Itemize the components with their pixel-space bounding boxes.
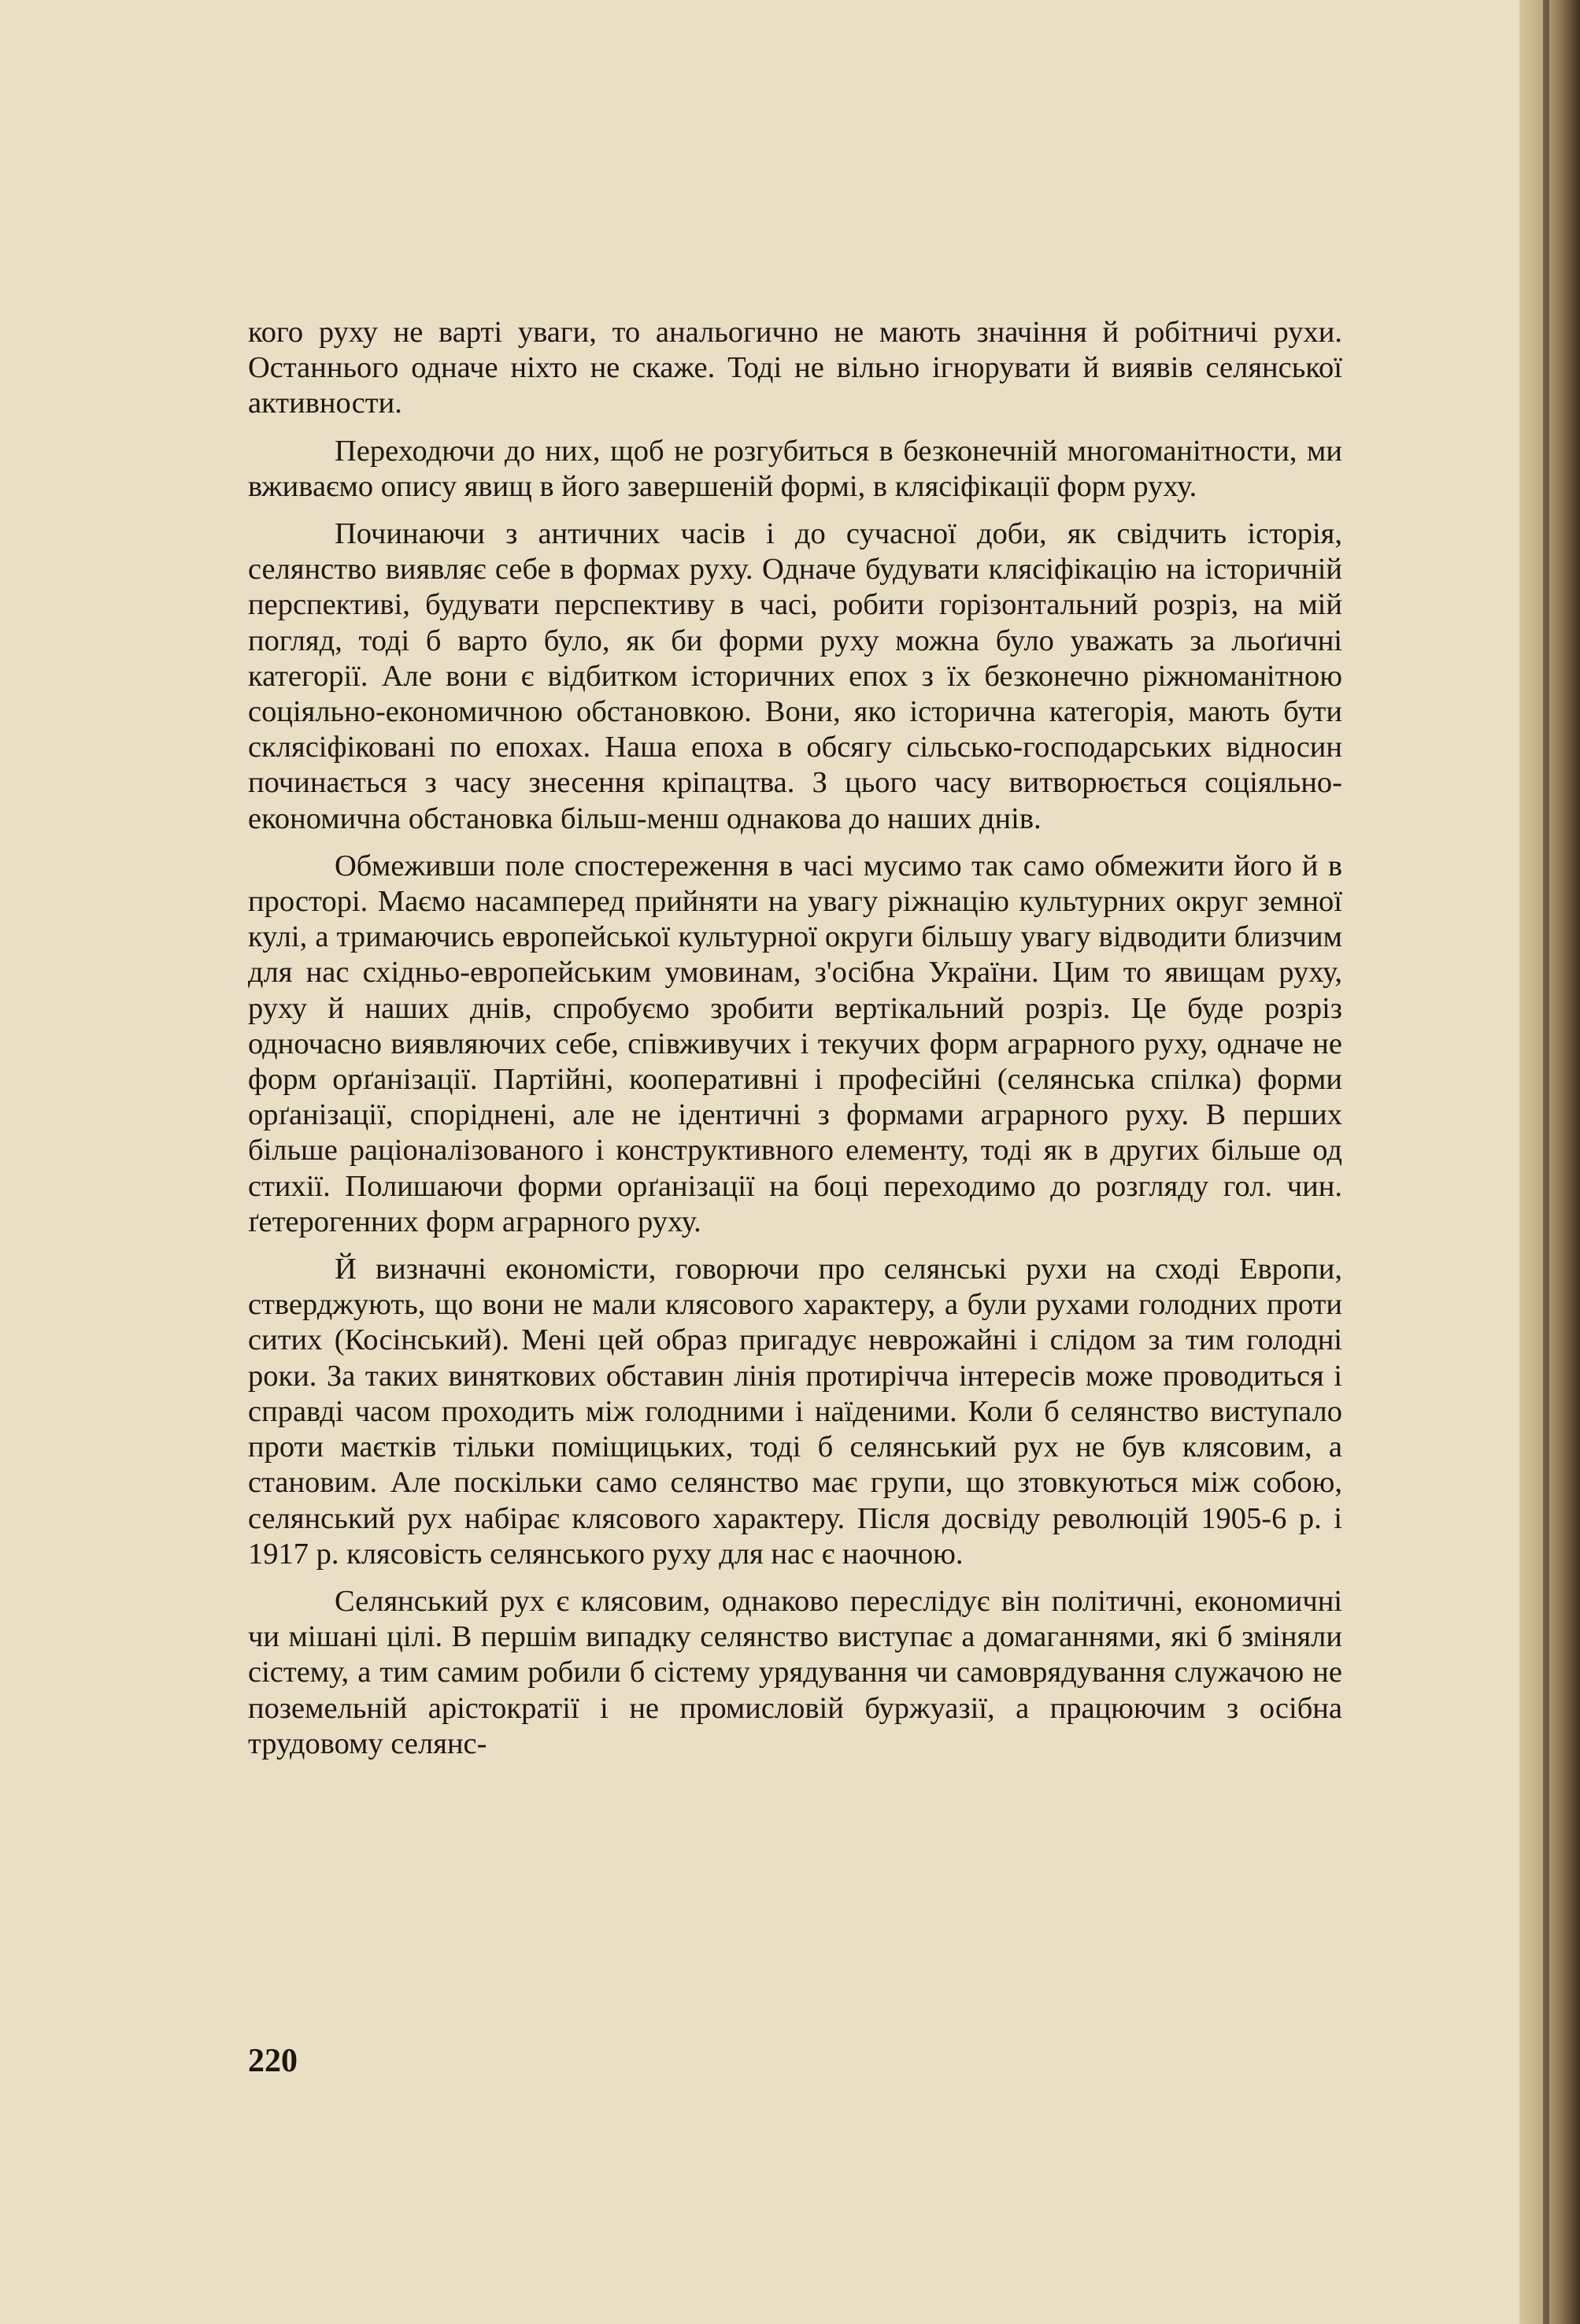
paragraph: Обмеживши поле спостереження в часі мусимо так само обмежити його й в просторі. Маємо насамперед прийняти на увагу ріжнацію культурних округ земної кулі, а тримаючись европейської культурної округи більшу увагу відводити близчим для нас східньо-европейським умовинам, з'осібна України. Цим то явищам руху, руху й наших днів, спробуємо зробити вертікальний розріз. Це буде розріз одночасно виявляючих себе, співживучих і текучих форм аграрного руху, одначе не форм орґанізації. Партійні, кооперативні і професійні (селянська спілка) форми орґанізації, споріднені, але не ідентичні з формами аграрного руху. В перших більше раціоналізованого і конструктивного елементу, тоді як в других більше од стихії. Полишаючи форми орґанізації на боці переходимо до розгляду гол. чин. ґетерогенних форм аграрного руху. xyxy=(248,849,1342,1238)
paragraph: Й визначні економісти, говорючи про селянські рухи на сході Европи, стверджують, що вони не мали клясового характеру, а були рухами голодних проти ситих (Косінський). Мені цей образ пригадує неврожайні і слідом за тим голодні роки. За таких виняткових обставин лінія протирічча інтересів може проводиться і справді часом проходить між голодними і наїденими. Коли б селянство виступало проти маєтків тільки поміщицьких, тоді б селянський рух не був клясовим, а становим. Але поскільки само селянство має групи, що зтовкуються між собою, селянський рух набірає клясового характеру. Після досвіду революцій 1905-6 р. і 1917 р. клясовість селянського руху для нас є наочною. xyxy=(248,1253,1342,1571)
paragraph: Починаючи з античних часів і до сучасної доби, як свідчить історія, селянство виявляє себе в формах руху. Одначе будувати клясіфікацію на історичній перспективі, будувати перспективу в часі, робити горізонтальний розріз, на мій погляд, тоді б варто було, як би форми руху можна було уважать за льоґичні категорії. Але вони є відбитком історичних епох з їх безконечно ріжноманітною соціяльно-економичною обстановкою. Вони, яко історична категорія, мають бути склясіфіковані по епохах. Наша епоха в обсягу сільсько-господарських відносин починається з часу знесення кріпацтва. З цього часу витворюється соціяльно- економична обстановка більш-менш однакова до наших днів. xyxy=(248,517,1342,835)
page-edge xyxy=(1543,0,1549,2324)
page-binding-shadow xyxy=(1519,0,1580,2324)
body-text xyxy=(248,315,1342,1774)
paragraph: Переходючи до них, щоб не розгубиться в безконечній многоманітности, ми вживаємо опису явищ в його завершеній формі, в клясіфікації форм руху. xyxy=(248,434,1342,503)
paragraph-continuation: кого руху не варті уваги, то анальогично не мають значіння й робітничі рухи. Останнього одначе ніхто не скаже. Тоді не вільно ігнорувати й виявів селянської активности. xyxy=(248,316,1342,420)
paragraph: Селянський рух є клясовим, однаково переслідує він політичні, економичні чи мішані цілі. В першім випадку селянство виступає а домаганнями, які б зміняли сістему, а тим самим робили б сістему урядування чи самоврядування служачою не поземельній арістократії і не промисловій буржуазії, а працюючим з осібна трудовому селянс- xyxy=(248,1584,1342,1760)
page-number: 220 xyxy=(248,2043,298,2079)
